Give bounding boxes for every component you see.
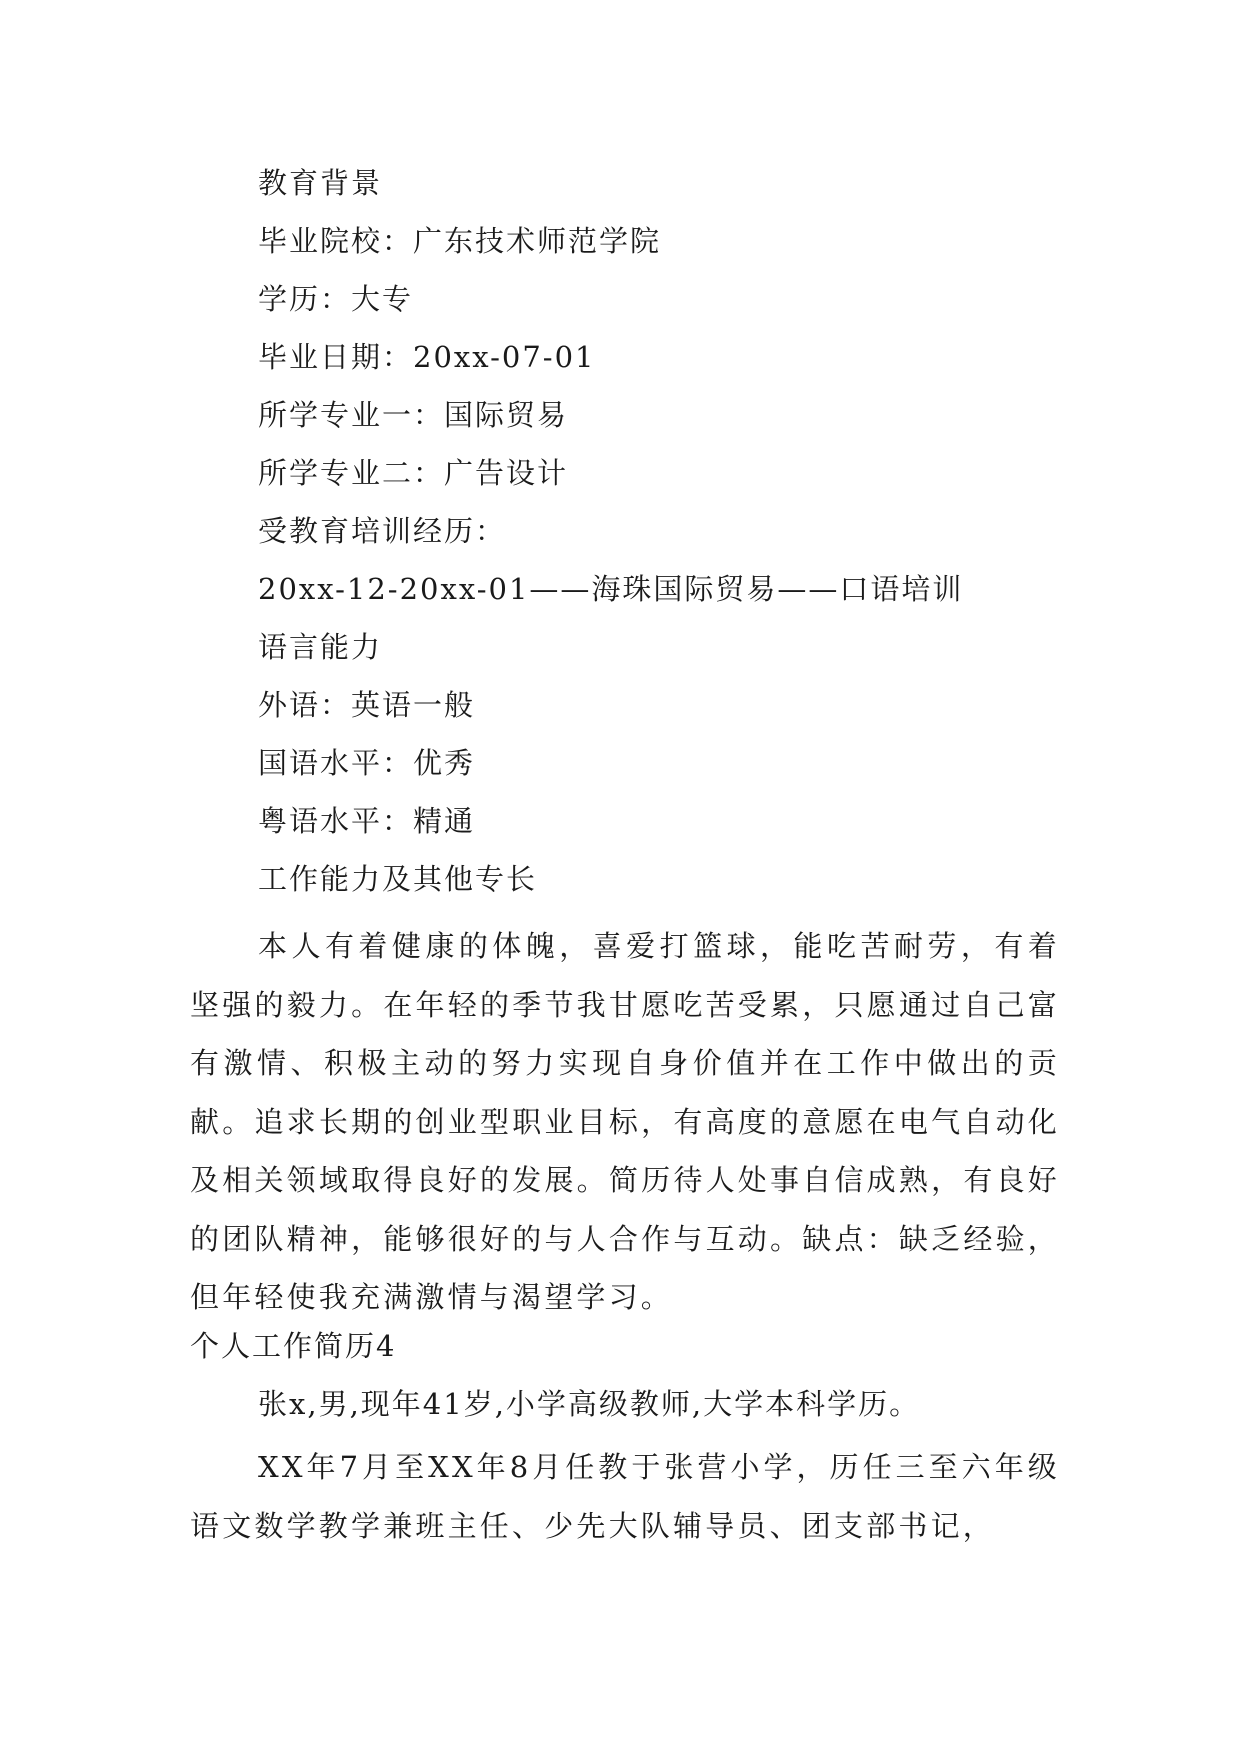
degree-line: 学历：大专 [258,282,414,316]
resume4-intro: 张x,男,现年41岁,小学高级教师,大学本科学历。 [258,1387,921,1421]
cantonese-line: 粤语水平：精通 [258,804,476,838]
grad-date-line: 毕业日期：20xx-07-01 [258,340,596,374]
skills-heading: 工作能力及其他专长 [258,862,538,896]
major2-line: 所学专业二：广告设计 [258,456,569,490]
language-heading: 语言能力 [258,630,383,664]
foreign-language-line: 外语：英语一般 [258,688,476,722]
training-item: 20xx-12-20xx-01——海珠国际贸易——口语培训 [258,572,964,606]
mandarin-line: 国语水平：优秀 [258,746,476,780]
school-line: 毕业院校：广东技术师范学院 [258,224,662,258]
resume4-history: XX年7月至XX年8月任教于张营小学，历任三至六年级语文数学教学兼班主任、少先大队辅导员、团支部书记， [190,1450,1060,1543]
education-heading: 教育背景 [258,166,383,200]
major1-line: 所学专业一：国际贸易 [258,398,569,432]
resume4-title: 个人工作简历4 [190,1329,397,1363]
skills-paragraph: 本人有着健康的体魄，喜爱打篮球，能吃苦耐劳，有着坚强的毅力。在年轻的季节我甘愿吃苦受累，只愿通过自己富有激情、积极主动的努力实现自身价值并在工作中做出的贡献。追求长期的创业型职业目标，有高度的意愿在电气自动化及相关领域取得良好的发展。简历待人处事自信成熟，有良好的团队精神，能够很好的与人合作与互动。缺点：缺乏经验，但年轻使我充满激情与渴望学习。 [190,929,1060,1314]
training-heading: 受教育培训经历： [258,514,507,548]
